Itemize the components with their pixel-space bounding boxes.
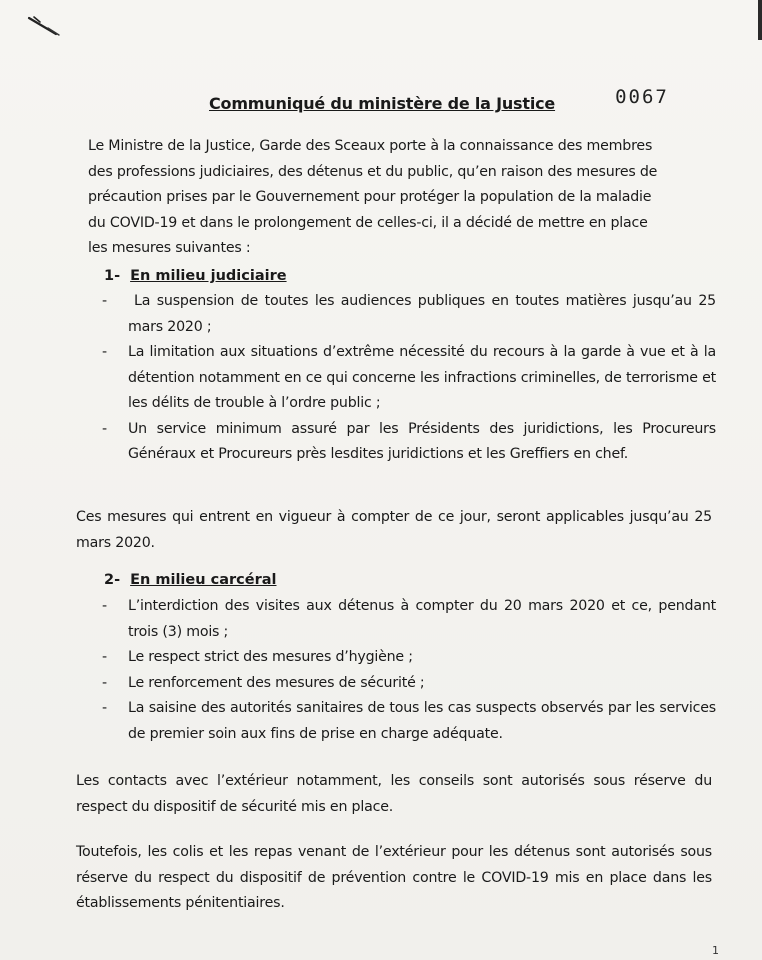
list-item-text: La saisine des autorités sanitaires de tous les cas suspects observés par les services de premier soin aux fins de prise en charge adéquate.	[128, 700, 716, 742]
section-1-label: En milieu judiciaire	[130, 268, 287, 284]
document-title: Communiqué du ministère de la Justice	[209, 94, 556, 113]
page-number: 1	[712, 944, 719, 957]
intro-line: les mesures suivantes :	[88, 240, 251, 256]
pen-mark-icon	[26, 14, 62, 38]
contacts-paragraph: Les contacts avec l’extérieur notamment, les conseils sont autorisés sous réserve du respect du dispositif de sécurité mis en place.	[76, 773, 712, 815]
section-2-label: En milieu carcéral	[130, 572, 277, 588]
list-item	[100, 671, 716, 697]
list-item	[100, 417, 716, 468]
list-item-text: L’interdiction des visites aux détenus à compter du 20 mars 2020 et ce, pendant trois (3) mois ;	[128, 598, 716, 640]
list-item-text: La suspension de toutes les audiences publiques en toutes matières jusqu’au 25 mars 2020 ;	[128, 293, 716, 335]
section-2-list	[100, 594, 716, 747]
section-2-heading	[104, 572, 276, 588]
list-item-text: La limitation aux situations d’extrême nécessité du recours à la garde à vue et à la détention notamment en ce qui concerne les infractions criminelles, de terrorisme et les délits de trouble à l’ordre public ;	[128, 344, 716, 411]
list-item-text: Le renforcement des mesures de sécurité ;	[128, 674, 425, 691]
section-1-heading	[104, 268, 287, 284]
intro-paragraph	[88, 134, 712, 262]
title-row	[209, 86, 669, 114]
intro-line: des professions judiciaires, des détenus et du public, qu’en raison des mesures de	[88, 163, 658, 180]
intro-line: du COVID-19 et dans le prolongement de celles-ci, il a décidé de mettre en place	[88, 214, 648, 231]
section-1-number: 1-	[104, 268, 121, 284]
list-item	[100, 696, 716, 747]
list-item	[100, 340, 716, 417]
list-item	[100, 594, 716, 645]
parcels-paragraph: Toutefois, les colis et les repas venant de l’extérieur pour les détenus sont autorisés sous réserve du respect du dispositif de prévention contre le COVID-19 mis en place dans les établissements pénitentiaires.	[76, 844, 712, 911]
list-item	[100, 645, 716, 671]
intro-line: précaution prises par le Gouvernement pour protéger la population de la maladie	[88, 189, 652, 205]
intro-line: Le Ministre de la Justice, Garde des Sceaux porte à la connaissance des membres	[88, 138, 653, 154]
stamp-number: 0067	[615, 86, 669, 108]
list-item	[100, 289, 716, 340]
measures-paragraph: Ces mesures qui entrent en vigueur à compter de ce jour, seront applicables jusqu’au 25 mars 2020.	[76, 509, 712, 551]
section-1-list	[100, 289, 716, 468]
list-item-text: Un service minimum assuré par les Présidents des juridictions, les Procureurs Généraux et Procureurs près lesdites juridictions et les Greffiers en chef.	[128, 420, 716, 462]
scan-edge-shadow	[758, 0, 762, 40]
section-2-number: 2-	[104, 572, 121, 588]
list-item-text: Le respect strict des mesures d’hygiène ;	[128, 649, 413, 665]
